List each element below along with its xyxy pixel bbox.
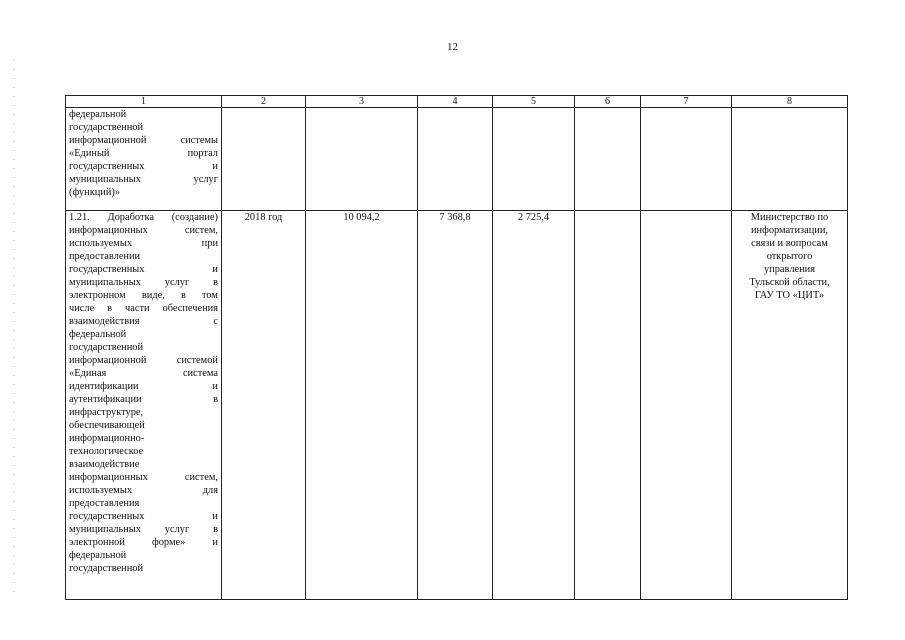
text-line: информационных систем,: [69, 472, 218, 483]
text-line: используемых при: [69, 238, 218, 249]
text-line: обеспечивающей: [69, 420, 145, 431]
text-line: государственных и: [69, 161, 218, 172]
text-line: информатизации,: [750, 225, 829, 236]
text-line: электронной форме» и: [69, 537, 218, 548]
text-line: идентификации и: [69, 381, 218, 392]
description-cell: [66, 108, 222, 211]
empty-cell: [641, 108, 732, 211]
header-cell: 5: [493, 96, 575, 108]
text-line: используемых для: [69, 485, 218, 496]
empty-cell: [306, 108, 418, 211]
text-line: государственной: [69, 563, 144, 574]
table-row: [66, 211, 848, 600]
text-line: информационных систем,: [69, 225, 218, 236]
executor-cell: [732, 211, 848, 600]
header-cell: 2: [222, 96, 306, 108]
text-line: муниципальных услуг в: [69, 277, 218, 288]
text-line: государственных и: [69, 511, 218, 522]
text-line: предоставления: [69, 498, 140, 509]
text-line: федеральной: [69, 109, 127, 120]
header-cell: 7: [641, 96, 732, 108]
text-line: Министерство по: [750, 212, 829, 223]
description-cell: [66, 211, 222, 600]
text-line: взаимодействие: [69, 459, 140, 470]
empty-cell: [493, 108, 575, 211]
text-line: государственной: [69, 342, 144, 353]
text-line: Тульской области,: [749, 277, 830, 288]
empty-cell: [418, 108, 493, 211]
text-line: управления: [763, 264, 816, 275]
text-line: информационной системы: [69, 135, 218, 146]
empty-cell: [575, 211, 641, 600]
text-line: муниципальных услуг в: [69, 524, 218, 535]
text-line: «Единая система: [69, 368, 218, 379]
amount-cell: 7 368,8: [418, 211, 493, 600]
text-line: аутентификации в: [69, 394, 218, 405]
table-header-row: [66, 96, 848, 108]
text-line: (функций)»: [69, 187, 121, 198]
text-line: числе в части обеспечения: [69, 303, 218, 314]
margin-scan-marks: [13, 60, 15, 600]
empty-cell: [222, 108, 306, 211]
text-line: федеральной: [69, 329, 127, 340]
header-cell: 1: [66, 96, 222, 108]
empty-cell: [575, 108, 641, 211]
text-line: технологическое: [69, 446, 144, 457]
text-line: ГАУ ТО «ЦИТ»: [754, 290, 825, 301]
text-line: государственной: [69, 122, 144, 133]
header-cell: 6: [575, 96, 641, 108]
header-cell: 8: [732, 96, 848, 108]
amount-cell: 2 725,4: [493, 211, 575, 600]
header-cell: 4: [418, 96, 493, 108]
text-line: связи и вопросам: [751, 238, 828, 249]
text-line: открытого: [766, 251, 813, 262]
text-line: муниципальных услуг: [69, 174, 218, 185]
year-cell: 2018 год: [222, 211, 306, 600]
text-line: 1.21. Доработка (создание): [69, 212, 218, 223]
text-line: федеральной: [69, 550, 127, 561]
text-line: государственных и: [69, 264, 218, 275]
text-line: информационной системой: [69, 355, 218, 366]
page-number: 12: [447, 41, 458, 53]
budget-table: [65, 95, 848, 600]
empty-cell: [732, 108, 848, 211]
text-line: взаимодействия с: [69, 316, 218, 327]
total-amount-cell: 10 094,2: [306, 211, 418, 600]
text-line: «Единый портал: [69, 148, 218, 159]
text-line: информационно-: [69, 433, 145, 444]
empty-cell: [641, 211, 732, 600]
header-cell: 3: [306, 96, 418, 108]
text-line: электронном виде, в том: [69, 290, 218, 301]
table-row: [66, 108, 848, 211]
text-line: предоставлении: [69, 251, 141, 262]
text-line: инфраструктуре,: [69, 407, 144, 418]
